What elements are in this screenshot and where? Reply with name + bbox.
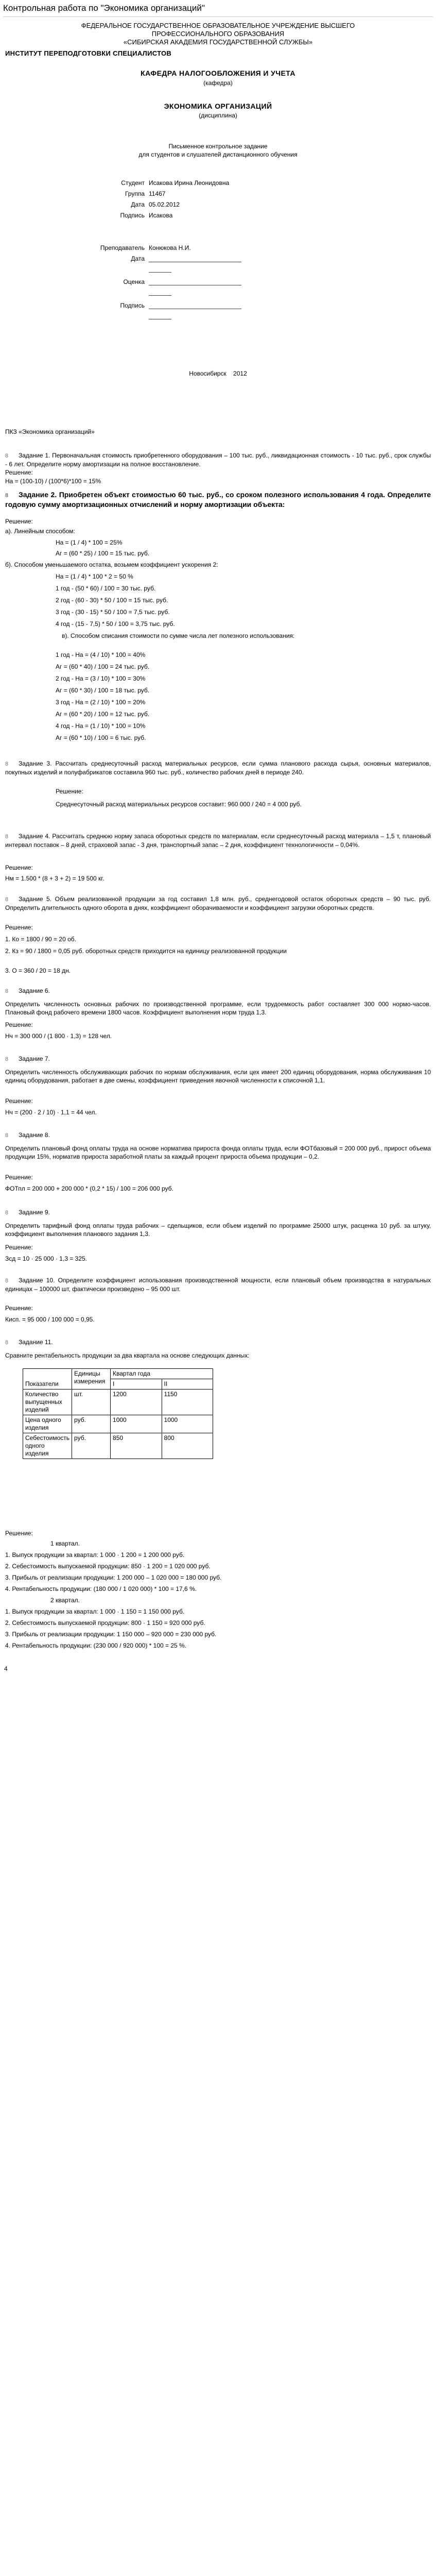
task-1-text: 8 Задание 1. Первоначальная стоимость приобретенного оборудования – 100 тыс. руб., ликвидационная стоимость - 10 тыс. руб., срок службы - 6 лет. Определите норму амортизации на полное восстановление. [5, 452, 431, 468]
table-cell: руб. [72, 1415, 111, 1433]
task-5-text: 8 Задание 5. Объем реализованной продукции за год составил 1,8 млн. руб., среднегодовой остаток оборотных средств – 90 тыс. руб. Определить длительность одного оборота в днях, коэффициент оборачиваемости и коэффициент загрузки оборотных средств. [5, 895, 431, 911]
task-2-v4: Аг = (60 * 30) / 100 = 18 тыс. руб. [56, 687, 150, 694]
table-cell: 1200 [111, 1389, 162, 1415]
task-9-formula: Зсд = 10 · 25 000 · 1,3 = 325. [5, 1255, 88, 1262]
table-cell: 1150 [162, 1389, 213, 1415]
task-2-b4: 3 год - (30 - 15) * 50 / 100 = 7,5 тыс. руб. [56, 608, 170, 616]
task-2-v3: 2 год - На = (3 / 10) * 100 = 30% [56, 675, 146, 682]
task-9-solution-label: Решение: [5, 1244, 33, 1251]
task-2-a1: На = (1 / 4) * 100 = 25% [56, 539, 123, 546]
task-8-title: 8 Задание 8. [5, 1131, 50, 1139]
header-line-3: «СИБИРСКАЯ АКАДЕМИЯ ГОСУДАРСТВЕННОЙ СЛУЖБЫ» [123, 38, 313, 46]
task-11-q1-1: 1. Выпуск продукции за квартал: 1 000 · 1 200 = 1 200 000 руб. [5, 1551, 185, 1558]
assignment-line-1: Письменное контрольное задание [168, 143, 268, 150]
task-11-q1-4: 4. Рентабельность продукции: (180 000 / 1 020 000) * 100 = 17,6 %. [5, 1585, 197, 1592]
task-4-solution-label: Решение: [5, 864, 33, 871]
task-9-text: Определить тарифный фонд оплаты труда рабочих – сдельщиков, если объем изделий по программе 25000 штук, расценка 10 руб. за штуку, коэффициент выполнения планового задания 1,3. [5, 1222, 431, 1238]
assignment-line-2: для студентов и слушателей дистанционного обучения [138, 151, 298, 158]
task-2-b2: 1 год - (50 * 60) / 100 = 30 тыс. руб. [56, 585, 156, 592]
table-cell: Количество выпущенных изделий [23, 1389, 72, 1415]
group-label: Группа [125, 190, 145, 197]
department-name: КАФЕДРА НАЛОГООБЛОЖЕНИЯ И УЧЕТА [141, 69, 295, 77]
task-11-q2-2: 2. Себестоимость выпускаемой продукции: 800 · 1 150 = 920 000 руб. [5, 1619, 205, 1626]
task-10-solution-label: Решение: [5, 1304, 33, 1312]
student-label: Студент [121, 179, 145, 187]
task-2-solution-label: Решение: [5, 518, 33, 525]
grade-line-2 [149, 295, 171, 296]
table-cell: 850 [111, 1433, 162, 1459]
table-cell: Цена одного изделия [23, 1415, 72, 1433]
discipline-caption: (дисциплина) [199, 112, 237, 119]
task-11-q2-1: 1. Выпуск продукции за квартал: 1 000 · 1 150 = 1 150 000 руб. [5, 1608, 185, 1615]
task-2-method-a: а). Линейным способом: [5, 528, 75, 535]
task-2-v6: Аг = (60 * 20) / 100 = 12 тыс. руб. [56, 710, 150, 718]
teacher-sign-label: Подпись [120, 302, 145, 309]
page-number: 4 [4, 1665, 8, 1672]
task-11-q1-2: 2. Себестоимость выпускаемой продукции: 850 · 1 200 = 1 020 000 руб. [5, 1563, 211, 1570]
task-8-solution-label: Решение: [5, 1174, 33, 1181]
task-11-q1-label: 1 квартал. [50, 1540, 80, 1547]
table-header-cell: II [162, 1379, 213, 1389]
table-cell: руб. [72, 1433, 111, 1459]
table-cell: шт. [72, 1389, 111, 1415]
task-6-formula: Нч = 300 000 / (1 800 · 1,3) = 128 чел. [5, 1032, 112, 1040]
task-2-v2: Аг = (60 * 40) / 100 = 24 тыс. руб. [56, 663, 150, 670]
task-2-method-v: в). Способом списания стоимости по сумме числа лет полезного использования: [62, 632, 295, 639]
teacher-label: Преподаватель [100, 244, 145, 251]
task-4-formula: Нм = 1.500 * (8 + 3 + 2) = 19 500 кг. [5, 875, 104, 882]
task-8-text: Определить плановый фонд оплаты труда на основе норматива прироста фонда оплаты труда, если ФОТбазовый = 200 000 руб., прирост объема продукции 15%, норматив прироста заработной платы за каждый процент прироста объема продукции – 0,2. [5, 1145, 431, 1160]
group-value: 11467 [149, 190, 166, 197]
table-row [23, 1415, 213, 1433]
table-cell: 1000 [111, 1415, 162, 1433]
teacher-date-label: Дата [131, 255, 145, 262]
task-4-text: 8 Задание 4. Рассчитать среднюю норму запаса оборотных средств по материалам, если среднесуточный расход материала – 1,5 т, плановый интервал поставок – 8 дней, страховой запас - 3 дня, транспортный запас – 2 дня, коэффициент технологичности – 0,04%. [5, 833, 431, 849]
table-row [23, 1433, 213, 1459]
task-2-v5: 3 год - На = (2 / 10) * 100 = 20% [56, 699, 146, 706]
city-year: Новосибирск 2012 [189, 370, 247, 377]
table-header-cell: Показатели [23, 1369, 72, 1389]
task-3-result: Среднесуточный расход материальных ресурсов составит: 960 000 / 240 = 4 000 руб. [56, 801, 302, 808]
header-line-2: ПРОФЕССИОНАЛЬНОГО ОБРАЗОВАНИЯ [151, 30, 285, 38]
task-6-solution-label: Решение: [5, 1021, 33, 1028]
task-7-text: Определить численность обслуживающих рабочих по нормам обслуживания, если цех имеет 200 единиц оборудования, норма обслуживания 10 единиц оборудования, работает в две смены, коэффициент приведения явочной численности к списочной 1,1. [5, 1069, 431, 1084]
pkz-heading: ПКЗ «Экономика организаций» [5, 428, 95, 435]
task-11-q2-label: 2 квартал. [50, 1597, 80, 1604]
task-8-formula: ФОТпл = 200 000 + 200 000 * (0,2 * 15) / 100 = 206 000 руб. [5, 1185, 173, 1192]
student-value: Исакова Ирина Леонидовна [149, 179, 230, 187]
task-2-b5: 4 год - (15 - 7,5) * 50 / 100 = 3,75 тыс. руб. [56, 620, 175, 628]
document-title: Контрольная работа по "Экономика организаций" [3, 3, 205, 13]
task-9-title: 8 Задание 9. [5, 1209, 50, 1216]
table-row [23, 1389, 213, 1415]
task-1-solution-label: Решение: [5, 469, 33, 476]
task-11-text: Сравните рентабельность продукции за два квартала на основе следующих данных: [5, 1352, 250, 1359]
task-7-title: 8 Задание 7. [5, 1055, 50, 1062]
institute-name: ИНСТИТУТ ПЕРЕПОДГОТОВКИ СПЕЦИАЛИСТОВ [5, 49, 172, 57]
table-header-cell: Квартал года [111, 1369, 213, 1379]
task-3-solution-label: Решение: [56, 788, 83, 795]
task-11-title: 8 Задание 11. [5, 1338, 53, 1346]
task-6-text: Определить численность основных рабочих по производственной программе, если трудоемкость работ составляет 300 000 нормо-часов. Плановый фонд рабочего времени 1800 часов. Коэффициент выполнения норм труда 1,3. [5, 1001, 431, 1016]
table-cell: Себестоимость одного изделия [23, 1433, 72, 1459]
task-2-v8: Аг = (60 * 10) / 100 = 6 тыс. руб. [56, 734, 146, 741]
student-sign-value: Исакова [149, 212, 173, 219]
task-2-text: 8 Задание 2. Приобретен объект стоимостью 60 тыс. руб., со сроком полезного использования 4 года. Определите годовую сумму амортизационных отчислений и норму амортизации объекта: [5, 490, 431, 509]
task-5-f3: 3. О = 360 / 20 = 18 дн. [5, 967, 71, 974]
grade-label: Оценка [123, 278, 145, 285]
discipline-name: ЭКОНОМИКА ОРГАНИЗАЦИЙ [164, 102, 272, 110]
task-5-solution-label: Решение: [5, 924, 33, 931]
task-10-formula: Кисп. = 95 000 / 100 000 = 0,95. [5, 1316, 95, 1323]
task-11-q1-3: 3. Прибыль от реализации продукции: 1 200 000 – 1 020 000 = 180 000 руб. [5, 1574, 222, 1581]
task-2-b3: 2 год - (60 - 30) * 50 / 100 = 15 тыс. руб. [56, 597, 168, 604]
task-3-text: 8 Задание 3. Рассчитать среднесуточный расход материальных ресурсов, если сумма планового расхода сырья, основных материалов, покупных изделий и полуфабрикатов составила 960 тыс. руб., количество рабочих дней в периоде 240. [5, 760, 431, 776]
task-5-f1: 1. Ко = 1800 / 90 = 20 об. [5, 936, 76, 943]
teacher-date-line-2 [149, 272, 171, 273]
student-date-value: 05.02.2012 [149, 201, 180, 208]
task-5-f2: 2. Кз = 90 / 1800 = 0,05 руб. оборотных средств приходится на единицу реализованной продукции [5, 947, 287, 955]
table-header-cell: Единицы измерения [72, 1369, 111, 1389]
header-line-1: ФЕДЕРАЛЬНОЕ ГОСУДАРСТВЕННОЕ ОБРАЗОВАТЕЛЬНОЕ УЧРЕЖДЕНИЕ ВЫСШЕГО [81, 22, 355, 29]
task-1-formula: На = (100-10) / (100*6)*100 = 15% [5, 478, 101, 485]
task-2-v1: 1 год - На = (4 / 10) * 100 = 40% [56, 651, 146, 658]
department-caption: (кафедра) [203, 79, 233, 87]
task-6-title: 8 Задание 6. [5, 987, 50, 994]
teacher-value: Конюкова Н.И. [149, 244, 191, 251]
task-2-b1: На = (1 / 4) * 100 * 2 = 50 % [56, 573, 133, 580]
student-date-label: Дата [131, 201, 145, 208]
task-2-v7: 4 год - На = (1 / 10) * 100 = 10% [56, 722, 146, 730]
task-11-solution-label: Решение: [5, 1530, 33, 1537]
table-cell: 800 [162, 1433, 213, 1459]
task-11-q2-3: 3. Прибыль от реализации продукции: 1 150 000 – 920 000 = 230 000 руб. [5, 1631, 217, 1638]
task-2-method-b: б). Способом уменьшаемого остатка, возьмем коэффициент ускорения 2: [5, 561, 218, 568]
table-header-cell: I [111, 1379, 162, 1389]
task-2-a2: Аг = (60 * 25) / 100 = 15 тыс. руб. [56, 550, 150, 557]
task-11-q2-4: 4. Рентабельность продукции: (230 000 / 920 000) * 100 = 25 %. [5, 1642, 187, 1649]
rentability-table [23, 1368, 213, 1459]
title-divider [3, 16, 433, 17]
table-header-row [23, 1369, 213, 1379]
table-cell: 1000 [162, 1415, 213, 1433]
task-7-formula: Нч = (200 · 2 / 10) · 1,1 = 44 чел. [5, 1109, 97, 1116]
student-sign-label: Подпись [120, 212, 145, 219]
task-10-text: 8 Задание 10. Определите коэффициент использования производственной мощности, если плановый объем производства в натуральных единицах – 100000 шт, фактически произведено – 95 000 шт. [5, 1277, 431, 1293]
task-7-solution-label: Решение: [5, 1097, 33, 1105]
